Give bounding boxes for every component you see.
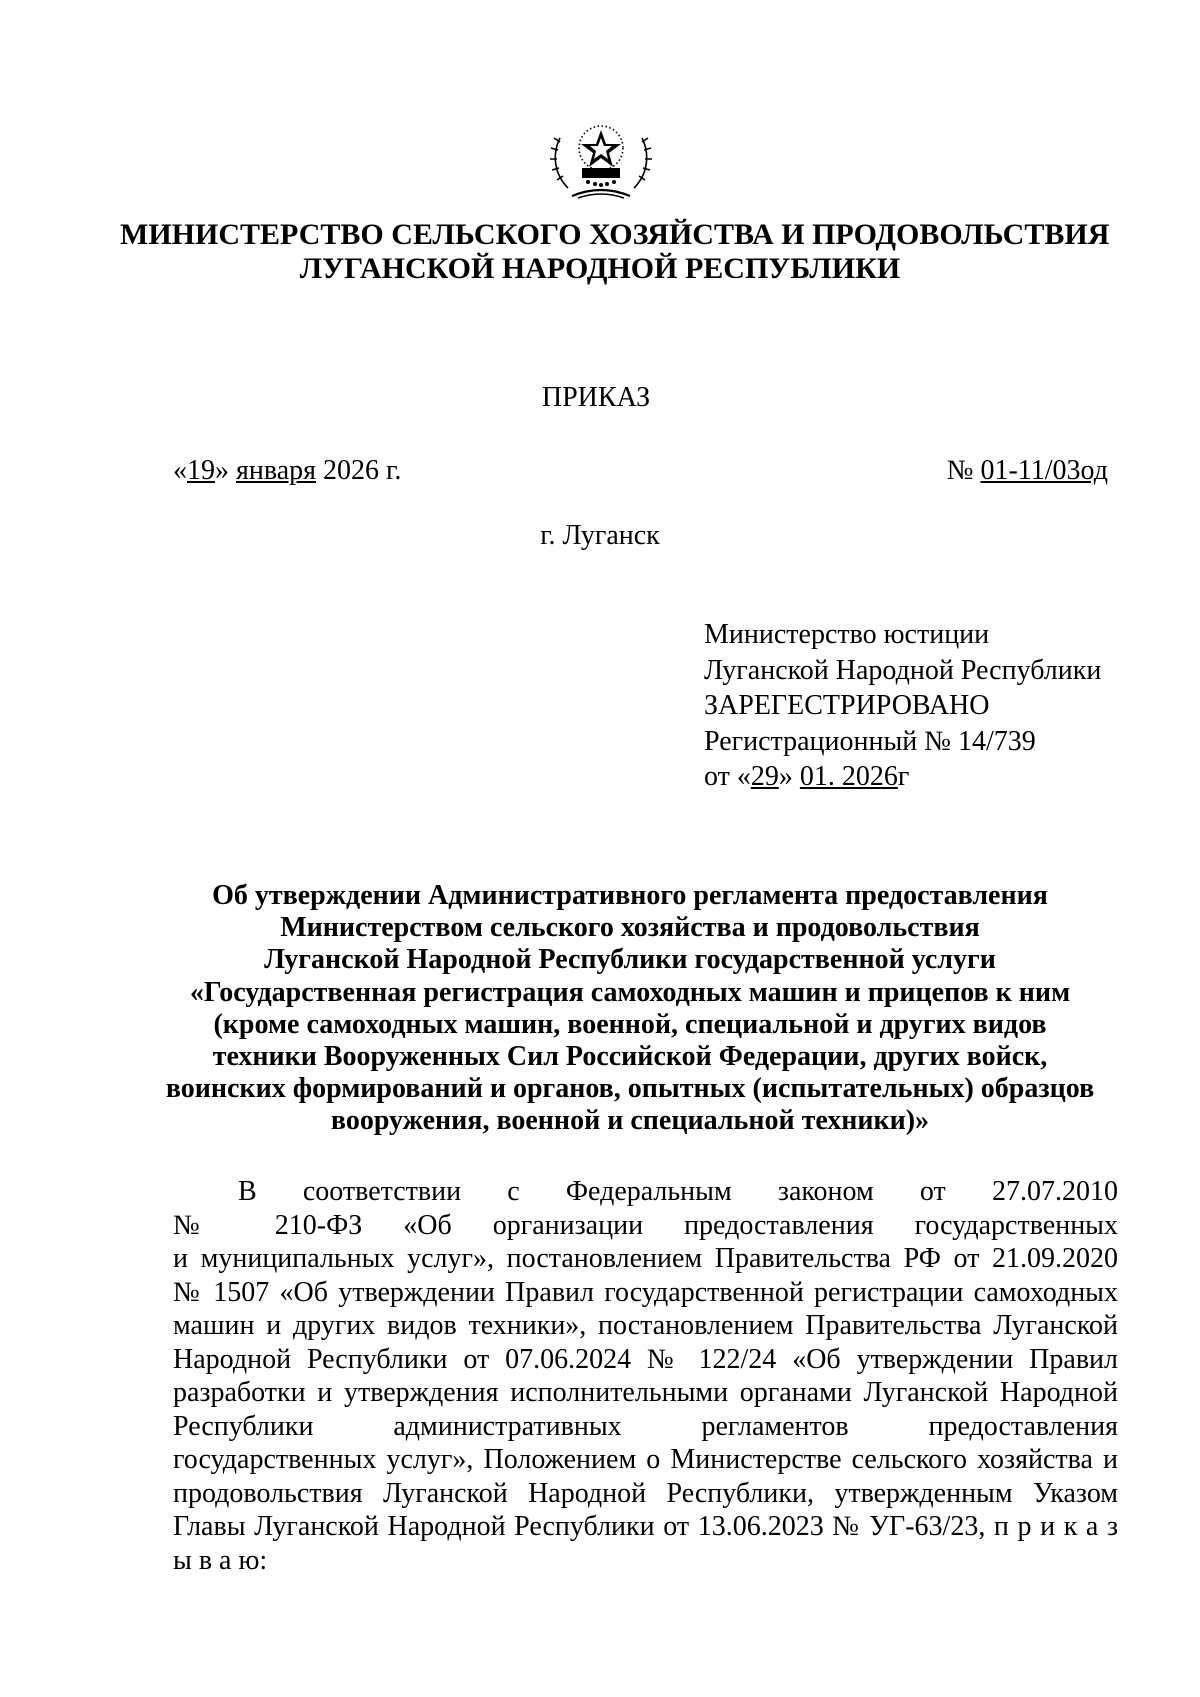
- registration-date-rest: 01. 2026: [799, 761, 898, 792]
- date-year: 2026 г.: [323, 455, 402, 486]
- order-number: [947, 455, 1108, 487]
- number-prefix: №: [946, 455, 974, 486]
- ministry-title-line-1: МИНИСТЕРСТВО СЕЛЬСКОГО ХОЗЯЙСТВА И ПРОДОВОЛЬСТВИЯ: [120, 218, 1110, 251]
- body-line: В соответствии с Федеральным законом от 27.07.2010: [238, 1176, 1118, 1207]
- subject-line: «Государственная регистрация самоходных машин и прицепов к ним: [189, 976, 1071, 1008]
- subject-line: Луганской Народной Республики государственной услуги: [264, 944, 996, 976]
- ministry-title-line-2: ЛУГАНСКОЙ НАРОДНОЙ РЕСПУБЛИКИ: [299, 252, 901, 285]
- registration-date-mid: »: [778, 761, 793, 792]
- registration-date-prefix: от «: [704, 761, 751, 792]
- document-type: ПРИКАЗ: [541, 382, 651, 413]
- coat-of-arms-icon: [548, 118, 654, 204]
- number-value: 01-11/03од: [980, 455, 1108, 486]
- order-body: [173, 1175, 1118, 1577]
- date-close-quote: »: [215, 455, 229, 486]
- body-line: Народной Республики от 07.06.2024 № 122/24 «Об утверждении Правил: [173, 1343, 1118, 1375]
- body-line: № 1507 «Об утверждении Правил государственной регистрации самоходных: [173, 1276, 1118, 1308]
- order-subject: [150, 880, 1110, 1138]
- body-line: № 210-ФЗ «Об организации предоставления государственных: [173, 1209, 1118, 1241]
- body-line: разработки и утверждения исполнительными органами Луганской Народной: [173, 1377, 1118, 1408]
- subject-line: вооружения, военной и специальной техники)»: [330, 1105, 930, 1137]
- date-month: января: [236, 455, 317, 486]
- body-line: Республики административных регламентов предоставления: [173, 1410, 1118, 1442]
- registration-line-2: Луганской Народной Республики: [704, 654, 1102, 686]
- body-line: ы в а ю:: [173, 1544, 268, 1576]
- body-line: Главы Луганской Народной Республики от 13.06.2023 № УГ-63/23, п р и к а з: [173, 1511, 1118, 1542]
- registration-line-3: ЗАРЕГЕСТРИРОВАНО: [704, 690, 990, 721]
- registration-line-4: Регистрационный № 14/739: [704, 725, 1036, 757]
- date-open-quote: «: [173, 455, 187, 486]
- registration-date: [704, 759, 1101, 795]
- body-line: и муниципальных услуг», постановлением Правительства РФ от 21.09.2020: [173, 1243, 1118, 1274]
- registration-stamp: [704, 617, 1101, 795]
- order-date: [173, 455, 401, 487]
- registration-date-suffix: г: [897, 761, 910, 792]
- subject-line: техники Вооруженных Сил Российской Федерации, других войск,: [212, 1041, 1048, 1073]
- registration-line-1: Министерство юстиции: [704, 619, 990, 650]
- body-line: продовольствия Луганской Народной Республики, утвержденным Указом: [173, 1477, 1118, 1509]
- body-line: государственных услуг», Положением о Министерстве сельского хозяйства и: [173, 1444, 1118, 1475]
- subject-line: воинских формирований и органов, опытных (испытательных) образцов: [165, 1073, 1095, 1105]
- city: г. Луганск: [540, 520, 660, 551]
- body-line: машин и других видов техники», постановлением Правительства Луганской: [173, 1310, 1118, 1341]
- subject-line: Об утверждении Административного регламента предоставления: [212, 880, 1048, 911]
- date-day: 19: [187, 455, 215, 486]
- ministry-title: [120, 218, 1110, 286]
- registration-date-day: 29: [750, 761, 779, 792]
- subject-line: Министерством сельского хозяйства и продовольствия: [280, 912, 980, 944]
- subject-line: (кроме самоходных машин, военной, специальной и других видов: [213, 1008, 1047, 1040]
